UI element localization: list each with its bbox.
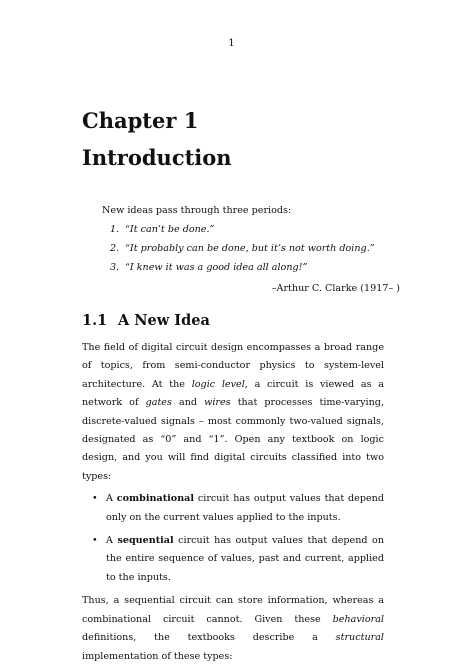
- epigraph-item-number: 1.: [110, 224, 120, 235]
- emphasis-structural: structural: [335, 632, 384, 644]
- text-run: The field of digital circuit design encompasses a broad range of topics, from semi-conductor physics to system-level architecture. At the: [82, 342, 384, 390]
- epigraph-item-text: “I knew it was a good idea all along!”: [125, 262, 308, 273]
- chapter-label: Chapter 1: [82, 108, 199, 133]
- epigraph-item-number: 3.: [110, 262, 120, 273]
- epigraph-item: [110, 220, 396, 239]
- text-run: implementation of these types:: [82, 650, 233, 662]
- chapter-title: Introduction: [82, 145, 232, 170]
- emphasis-behavioral: behavioral: [332, 613, 384, 625]
- section-number: 1.1: [82, 312, 108, 329]
- epigraph-item-text: “It probably can be done, but it’s not worth doing.”: [125, 243, 375, 254]
- section-heading: [82, 312, 210, 329]
- epigraph-item: [110, 239, 396, 258]
- emphasis-wires: wires: [204, 397, 231, 409]
- text-run: Thus, a sequential circuit can store information, whereas a combinational circuit cannot. Given these: [82, 595, 384, 625]
- term-sequential: sequential: [117, 535, 174, 547]
- epigraph-item-text: “It can’t be done.”: [125, 224, 215, 235]
- circuit-types-list: [82, 490, 384, 587]
- text-run: definitions, the textbooks describe a: [82, 632, 336, 644]
- list-item-combinational: [82, 490, 384, 527]
- paragraph-2: [82, 592, 384, 666]
- text-run: circuit has output values that depend on the entire sequence of values, past and current, applied to the inputs.: [106, 535, 384, 583]
- body-text: [82, 339, 384, 666]
- text-run: A: [106, 493, 117, 505]
- bullet-icon: •: [92, 493, 98, 505]
- page-number: 1: [228, 38, 235, 49]
- epigraph-list: [96, 220, 396, 277]
- text-run: circuit has output values that depend only on the current values applied to the inputs.: [106, 493, 384, 523]
- paragraph-1: [82, 339, 384, 486]
- epigraph: [96, 201, 400, 298]
- text-run: , a circuit is viewed as a network of: [82, 378, 384, 409]
- text-run: A: [106, 535, 118, 547]
- epigraph-attribution: –Arthur C. Clarke (1917– ): [271, 283, 400, 294]
- section-title: A New Idea: [118, 312, 210, 329]
- epigraph-intro: New ideas pass through three periods:: [102, 205, 292, 216]
- emphasis-gates: gates: [145, 397, 172, 409]
- emphasis-logic-level: logic level: [191, 378, 245, 390]
- list-item-sequential: [82, 532, 384, 587]
- epigraph-item-number: 2.: [110, 243, 120, 254]
- text-run: and: [171, 397, 205, 409]
- text-run: that processes time-varying, discrete-valued signals – most commonly two-valued signals, designated as “0” and “1”. Open any textbook on logic design, and you will find digital circuits classified into two types:: [82, 397, 384, 482]
- term-combinational: combinational: [116, 493, 195, 505]
- epigraph-item: [110, 258, 396, 277]
- bullet-icon: •: [92, 535, 98, 547]
